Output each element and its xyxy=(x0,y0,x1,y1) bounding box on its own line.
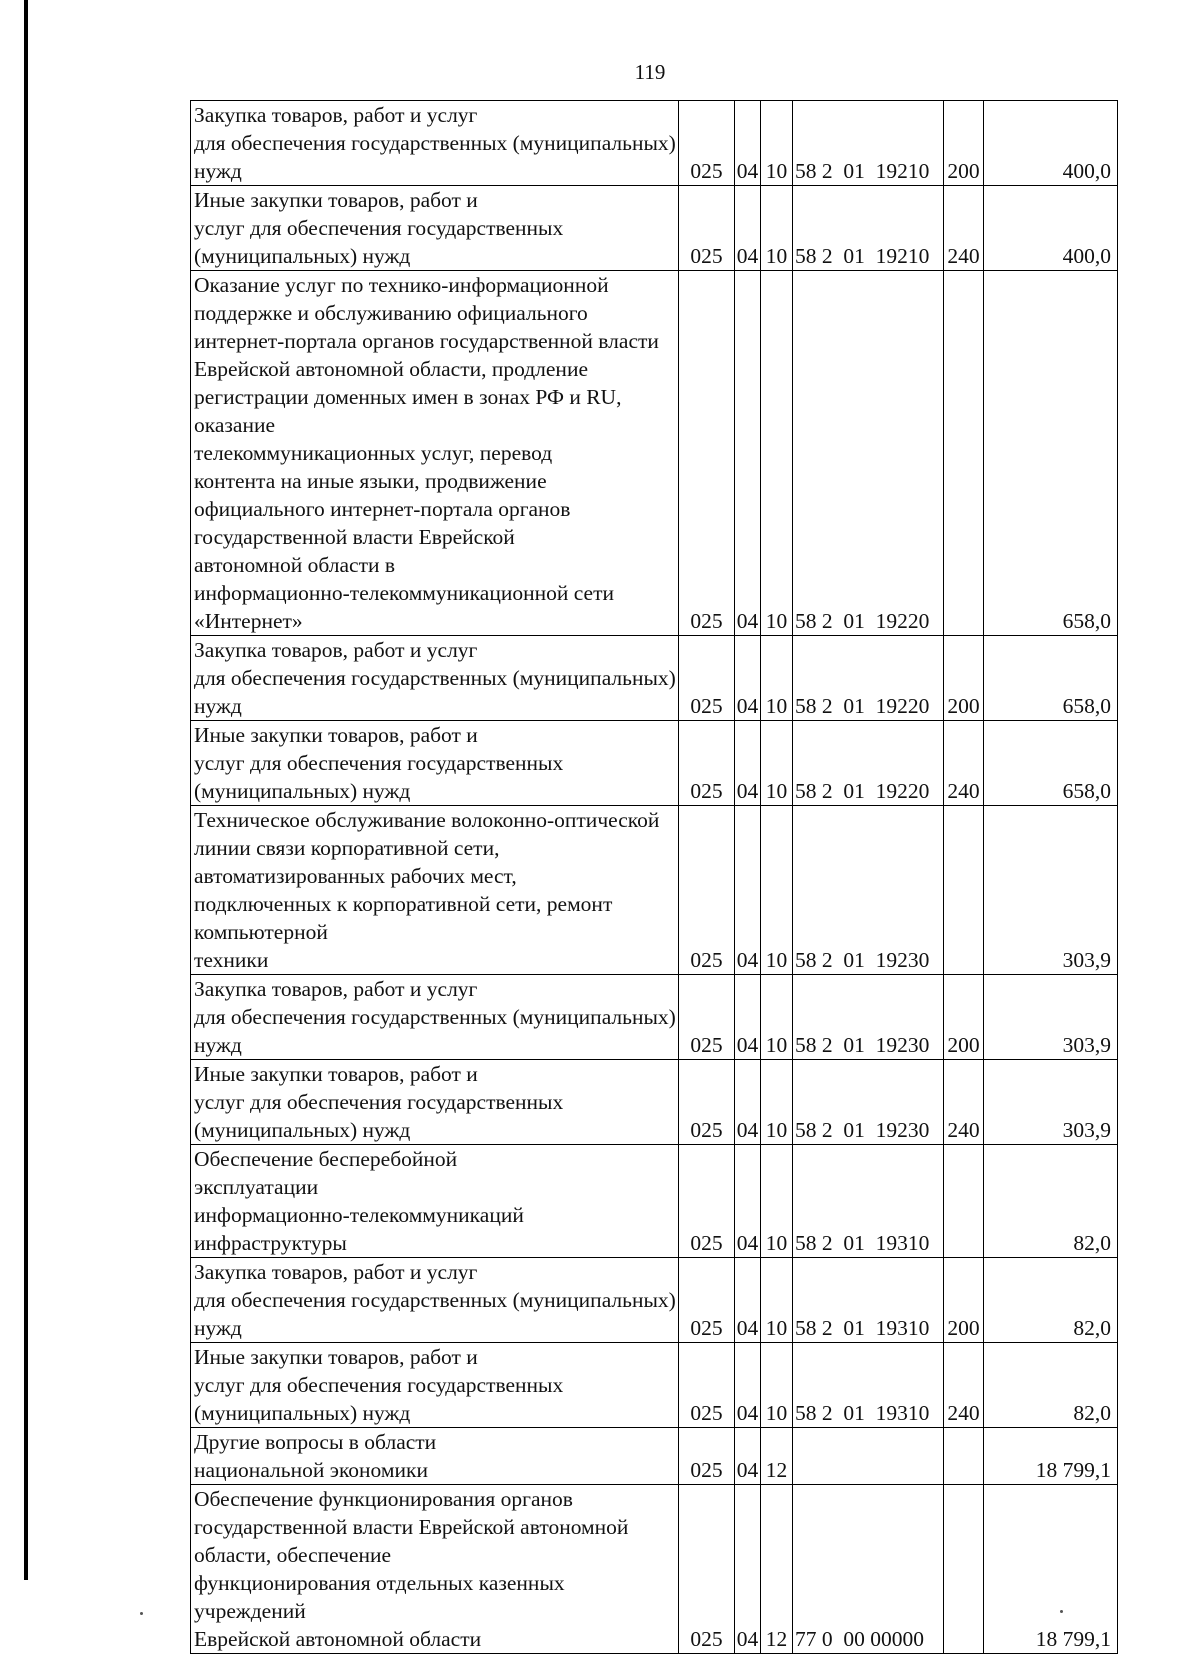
expense-type-code: 240 xyxy=(944,1060,984,1145)
row-name-line: поддержке и обслуживанию официального xyxy=(194,301,588,325)
section-code: 04 xyxy=(735,636,761,721)
amount: 18 799,1 xyxy=(984,1485,1118,1654)
row-name-line: (муниципальных) нужд xyxy=(194,779,411,803)
section-code: 04 xyxy=(735,1343,761,1428)
expense-type-code xyxy=(944,806,984,975)
target-article-code xyxy=(793,1428,944,1485)
section-code: 04 xyxy=(735,1485,761,1654)
row-name-line: подключенных к корпоративной сети, ремонт компьютерной xyxy=(194,892,613,944)
scan-edge-bar xyxy=(24,0,28,1580)
table-row xyxy=(191,1060,1118,1145)
subsection-code: 10 xyxy=(761,271,793,636)
row-name-line: области, обеспечение xyxy=(194,1543,392,1567)
expense-type-code xyxy=(944,1428,984,1485)
row-name-line: интернет-портала органов государственной власти xyxy=(194,329,659,353)
section-code: 04 xyxy=(735,101,761,186)
row-name-line: оказание xyxy=(194,413,276,437)
row-name xyxy=(191,721,679,806)
subsection-code: 10 xyxy=(761,636,793,721)
table-row xyxy=(191,271,1118,636)
target-article-code: 58 2 01 19310 xyxy=(793,1145,944,1258)
row-name xyxy=(191,1258,679,1343)
ministry-code: 025 xyxy=(679,1060,735,1145)
ministry-code: 025 xyxy=(679,806,735,975)
row-name-line: нужд xyxy=(194,1033,242,1057)
ministry-code: 025 xyxy=(679,721,735,806)
page-number: 119 xyxy=(634,60,666,84)
row-name-line: техники xyxy=(194,948,269,972)
target-article-code: 58 2 01 19210 xyxy=(793,101,944,186)
row-name xyxy=(191,186,679,271)
expense-type-code: 200 xyxy=(944,1258,984,1343)
table-row xyxy=(191,1343,1118,1428)
amount: 400,0 xyxy=(984,101,1118,186)
subsection-code: 10 xyxy=(761,1060,793,1145)
target-article-code: 58 2 01 19230 xyxy=(793,806,944,975)
row-name-line: Закупка товаров, работ и услуг xyxy=(194,638,478,662)
row-name xyxy=(191,1343,679,1428)
section-code: 04 xyxy=(735,975,761,1060)
expense-type-code xyxy=(944,1485,984,1654)
table-row xyxy=(191,186,1118,271)
row-name xyxy=(191,806,679,975)
row-name-line: автоматизированных рабочих мест, xyxy=(194,864,517,888)
ministry-code: 025 xyxy=(679,1485,735,1654)
amount: 303,9 xyxy=(984,975,1118,1060)
row-name-line: Обеспечение бесперебойной xyxy=(194,1147,458,1171)
row-name-line: Иные закупки товаров, работ и xyxy=(194,188,478,212)
ministry-code: 025 xyxy=(679,1258,735,1343)
amount: 658,0 xyxy=(984,271,1118,636)
ministry-code: 025 xyxy=(679,975,735,1060)
section-code: 04 xyxy=(735,1060,761,1145)
row-name-line: эксплуатации xyxy=(194,1175,319,1199)
row-name-line: услуг для обеспечения государственных xyxy=(194,751,564,775)
amount: 82,0 xyxy=(984,1343,1118,1428)
row-name-line: Обеспечение функционирования органов xyxy=(194,1487,573,1511)
table-row xyxy=(191,806,1118,975)
row-name-line: Еврейской автономной области, продление xyxy=(194,357,588,381)
subsection-code: 12 xyxy=(761,1428,793,1485)
target-article-code: 58 2 01 19220 xyxy=(793,271,944,636)
amount: 18 799,1 xyxy=(984,1428,1118,1485)
table-row xyxy=(191,1428,1118,1485)
row-name-line: Иные закупки товаров, работ и xyxy=(194,1062,478,1086)
expense-type-code xyxy=(944,1145,984,1258)
row-name-line: Закупка товаров, работ и услуг xyxy=(194,977,478,1001)
row-name-line: нужд xyxy=(194,1316,242,1340)
amount: 658,0 xyxy=(984,721,1118,806)
row-name-line: национальной экономики xyxy=(194,1458,428,1482)
row-name-line: услуг для обеспечения государственных xyxy=(194,1090,564,1114)
row-name-line: для обеспечения государственных (муниципальных) xyxy=(194,1005,676,1029)
row-name-line: услуг для обеспечения государственных xyxy=(194,1373,564,1397)
row-name-line: телекоммуникационных услуг, перевод xyxy=(194,441,553,465)
table-row xyxy=(191,636,1118,721)
row-name xyxy=(191,1428,679,1485)
row-name-line: для обеспечения государственных (муниципальных) xyxy=(194,666,676,690)
table-row xyxy=(191,721,1118,806)
section-code: 04 xyxy=(735,1428,761,1485)
row-name xyxy=(191,1145,679,1258)
amount: 82,0 xyxy=(984,1258,1118,1343)
row-name-line: государственной власти Еврейской автономной xyxy=(194,1515,629,1539)
row-name xyxy=(191,975,679,1060)
row-name xyxy=(191,271,679,636)
target-article-code: 58 2 01 19230 xyxy=(793,975,944,1060)
row-name-line: Иные закупки товаров, работ и xyxy=(194,723,478,747)
expense-type-code: 200 xyxy=(944,636,984,721)
table-row xyxy=(191,975,1118,1060)
row-name-line: (муниципальных) нужд xyxy=(194,1401,411,1425)
subsection-code: 10 xyxy=(761,721,793,806)
scan-speck xyxy=(140,1612,143,1615)
row-name-line: Закупка товаров, работ и услуг xyxy=(194,103,478,127)
amount: 303,9 xyxy=(984,1060,1118,1145)
amount: 400,0 xyxy=(984,186,1118,271)
row-name-line: (муниципальных) нужд xyxy=(194,244,411,268)
subsection-code: 10 xyxy=(761,806,793,975)
ministry-code: 025 xyxy=(679,636,735,721)
subsection-code: 10 xyxy=(761,101,793,186)
amount: 658,0 xyxy=(984,636,1118,721)
subsection-code: 10 xyxy=(761,186,793,271)
row-name xyxy=(191,101,679,186)
row-name-line: функционирования отдельных казенных учреждений xyxy=(194,1571,565,1623)
section-code: 04 xyxy=(735,1145,761,1258)
row-name-line: информационно-телекоммуникаций инфраструктуры xyxy=(194,1203,524,1255)
section-code: 04 xyxy=(735,721,761,806)
row-name xyxy=(191,1060,679,1145)
amount: 303,9 xyxy=(984,806,1118,975)
row-name-line: государственной власти Еврейской xyxy=(194,525,515,549)
row-name-line: контента на иные языки, продвижение xyxy=(194,469,547,493)
table-row xyxy=(191,1485,1118,1654)
expense-type-code: 240 xyxy=(944,186,984,271)
row-name-line: (муниципальных) нужд xyxy=(194,1118,411,1142)
row-name-line: информационно-телекоммуникационной сети «Интернет» xyxy=(194,581,614,633)
target-article-code: 58 2 01 19220 xyxy=(793,721,944,806)
target-article-code: 58 2 01 19220 xyxy=(793,636,944,721)
target-article-code: 77 0 00 00000 xyxy=(793,1485,944,1654)
ministry-code: 025 xyxy=(679,271,735,636)
row-name-line: для обеспечения государственных (муниципальных) xyxy=(194,131,676,155)
ministry-code: 025 xyxy=(679,1343,735,1428)
section-code: 04 xyxy=(735,271,761,636)
table-row xyxy=(191,101,1118,186)
row-name xyxy=(191,1485,679,1654)
row-name-line: нужд xyxy=(194,159,242,183)
section-code: 04 xyxy=(735,186,761,271)
row-name-line: линии связи корпоративной сети, xyxy=(194,836,500,860)
row-name-line: Техническое обслуживание волоконно-оптической xyxy=(194,808,660,832)
scan-speck xyxy=(1060,1610,1063,1613)
subsection-code: 10 xyxy=(761,975,793,1060)
row-name-line: Иные закупки товаров, работ и xyxy=(194,1345,478,1369)
target-article-code: 58 2 01 19310 xyxy=(793,1343,944,1428)
ministry-code: 025 xyxy=(679,186,735,271)
expense-type-code: 200 xyxy=(944,975,984,1060)
row-name-line: официального интернет-портала органов xyxy=(194,497,571,521)
target-article-code: 58 2 01 19230 xyxy=(793,1060,944,1145)
subsection-code: 12 xyxy=(761,1485,793,1654)
row-name-line: для обеспечения государственных (муниципальных) xyxy=(194,1288,676,1312)
expense-type-code: 200 xyxy=(944,101,984,186)
row-name-line: Закупка товаров, работ и услуг xyxy=(194,1260,478,1284)
subsection-code: 10 xyxy=(761,1343,793,1428)
row-name xyxy=(191,636,679,721)
amount: 82,0 xyxy=(984,1145,1118,1258)
row-name-line: нужд xyxy=(194,694,242,718)
row-name-line: услуг для обеспечения государственных xyxy=(194,216,564,240)
target-article-code: 58 2 01 19310 xyxy=(793,1258,944,1343)
ministry-code: 025 xyxy=(679,101,735,186)
table-row xyxy=(191,1145,1118,1258)
ministry-code: 025 xyxy=(679,1428,735,1485)
section-code: 04 xyxy=(735,806,761,975)
table-row xyxy=(191,1258,1118,1343)
expense-type-code: 240 xyxy=(944,1343,984,1428)
row-name-line: Еврейской автономной области xyxy=(194,1627,482,1651)
subsection-code: 10 xyxy=(761,1258,793,1343)
row-name-line: Оказание услуг по технико-информационной xyxy=(194,273,609,297)
row-name-line: регистрации доменных имен в зонах РФ и RU, xyxy=(194,385,622,409)
row-name-line: автономной области в xyxy=(194,553,396,577)
section-code: 04 xyxy=(735,1258,761,1343)
subsection-code: 10 xyxy=(761,1145,793,1258)
target-article-code: 58 2 01 19210 xyxy=(793,186,944,271)
budget-table xyxy=(190,100,1118,1654)
expense-type-code: 240 xyxy=(944,721,984,806)
row-name-line: Другие вопросы в области xyxy=(194,1430,437,1454)
expense-type-code xyxy=(944,271,984,636)
ministry-code: 025 xyxy=(679,1145,735,1258)
